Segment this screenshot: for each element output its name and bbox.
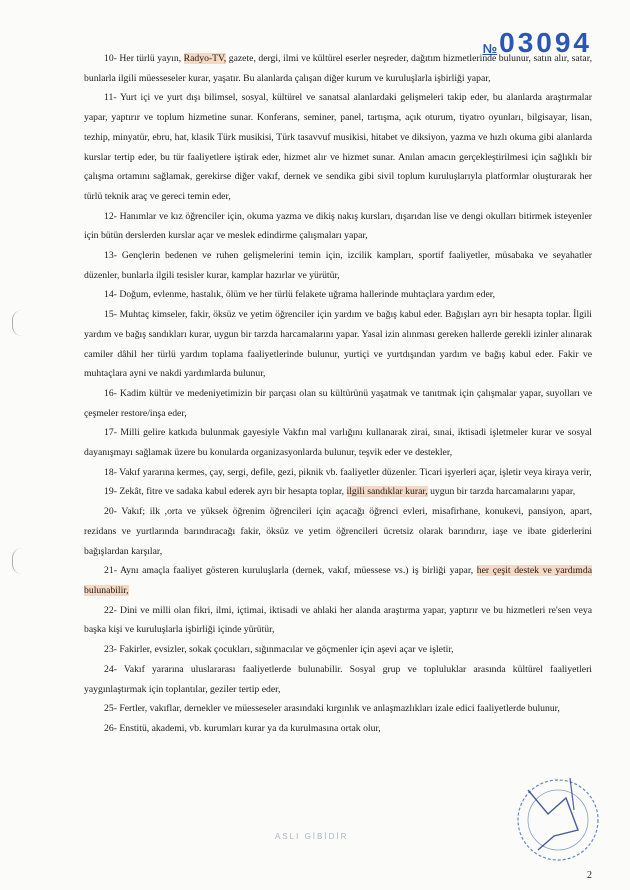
article-item [84,423,592,462]
article-item [84,660,592,699]
article-item [84,640,592,660]
text-segment: 18- Vakıf yararına kermes, çay, sergi, defile, gezi, piknik vb. faaliyetler düzenler. Ticari işyerleri açar, işletir veya kiraya verir, [104,466,592,478]
text-segment: 19- Zekât, fitre ve sadaka kabul ederek ayrı bir hesapta toplar, [104,486,347,498]
article-item [84,561,592,600]
faint-stamp-text: ASLI GİBİDİR [275,832,349,841]
article-item [84,463,592,483]
text-segment: 14- Doğum, evlenme, hastalık, ölüm ve her türlü felakete uğrama hallerinde muhtaçlara yardım eder, [104,289,495,301]
article-item [84,246,592,285]
page-number: 2 [587,870,592,881]
text-segment: 11- Yurt içi ve yurt dışı bilimsel, sosyal, kültürel ve sanatsal alanlardaki gelişmeleri takip eder, bu alanlarda araştırmalar yapar, yaptırır ve toplum hizmetine sunar. Konferans, seminer, panel, tartışma, açık oturum, tiyatro oyunları, bilgisayar, lisan, tezhip, minyatür, ebru, hat, klasik Türk musikisi, Türk tasavvuf musikisi, hitabet ve diksiyon, yazma ve hızlı okuma gibi alanlarda kurslar tertip eder, bu tür faaliyetlere iştirak eder, hizmet alır ve hizmet sunar. Anılan amacın gerçekleştirilmesi için sağlıklı bir çalışma ortamını sağlamak, gerekirse diğer vakıf, dernek ve sendika gibi sivil toplum kuruluşlarıyla platformlar oluşturarak her türlü teknik araç ve gereci temin eder, [84,92,592,202]
binder-hole-mark [12,310,25,336]
article-item [84,601,592,640]
document-body [84,49,592,739]
highlighted-text: ilgili sandıklar kurar, [346,486,428,498]
text-segment: 23- Fakirler, evsizler, sokak çocukları, sığınmacılar ve göçmenler için aşevi açar ve işletir, [104,644,454,656]
highlighted-text: Radyo-TV, [183,53,227,64]
highlighted-text: her çeşit destek ve yardımda bulunabilir, [84,565,592,596]
official-stamp-graphic [508,770,604,866]
text-segment: 13- Gençlerin bedenen ve ruhen gelişmelerini temin için, izcilik kampları, sportif faaliyetler, müsabaka ve seyahatler düzenler, bunlarla ilgili tesisler kurar, kamplar hazırlar ve yürütür, [84,250,592,281]
binder-hole-mark [12,548,25,574]
text-segment: 24- Vakıf yararına uluslararası faaliyetlerde bulunabilir. Sosyal grup ve topluluklar arasında kültürel faaliyetleri yaygınlaştırmak için toplantılar, geziler tertip eder, [84,663,592,695]
text-segment: 17- Milli gelire katkıda bulunmak gayesiyle Vakfın mal varlığını kullanarak zirai, sınai, iktisadi işletmeler kurar ve sosyal dayanışmayı sağlamak üzere bu konularda organizasyonlarda bulunur, teşvik eder ve destekler, [84,427,592,459]
article-item [84,384,592,423]
article-item [84,207,592,246]
article-item [84,305,592,384]
text-segment: 26- Enstitü, akademi, vb. kurumları kurar ya da kurulmasına ortak olur, [104,722,381,734]
text-segment: 15- Muhtaç kimseler, fakir, öksüz ve yetim öğrenciler için yardım ve bağış kabul eder. Bağışları ayrı bir hesapta toplar. İlgili yardım ve bağış sandıkları kurar, uygun bir tarzda harcamalarını yapar. Yasal izin alınması gereken hallerde gerekli izinler alınarak camiler dâhil her türlü yardım toplama faaliyetlerinde bulunur, yurtiçi ve yurtdışından yardım ve bağış kabul eder. Fakir ve muhtaçlara ayni ve nakdi yardımlarda bulunur, [84,309,592,380]
article-item [84,285,592,305]
text-segment: 21- Aynı amaçla faaliyet gösteren kuruluşlarla (dernek, vakıf, müessese vs.) iş birliği yapar, [104,565,477,577]
text-segment: 10- Her türlü yayın, [104,53,184,64]
article-item [84,502,592,561]
text-segment: 22- Dini ve milli olan fikri, ilmi, içtimai, iktisadi ve ahlaki her alanda araştırma yapar, yaptırır ve bu hizmetleri re'sen veya başka kişi ve kuruluşlarla işbirliği içinde yürütür, [84,604,592,636]
article-item [84,88,592,206]
text-segment: 16- Kadim kültür ve medeniyetimizin bir parçası olan su kültürünü yaşatmak ve tanıtmak için çalışmalar yapar, suyolları ve çeşmeler restore/inşa eder, [84,387,592,419]
text-segment: uygun bir tarzda harcamalarını yapar, [427,486,576,498]
article-item [84,699,592,719]
text-segment: 12- Hanımlar ve kız öğrenciler için, okuma yazma ve dikiş nakış kursları, dışarıdan lise ve dengi okulları bitirmek isteyenler için bütün derslerden kurslar açar ve meslek edindirme çalışmaları yapar, [84,210,592,242]
article-item [84,719,592,739]
article-item [84,482,592,502]
text-segment: 25- Fertler, vakıflar, dernekler ve müesseseler arasındaki kırgınlık ve anlaşmazlıkları izale edici faaliyetlerde bulunur, [104,703,560,715]
serial-digits: 03094 [499,27,592,58]
serial-prefix: № [482,41,498,56]
text-segment: 20- Vakıf; ilk ,orta ve yüksek öğrenim öğrencileri için açacağı öğrenci evleri, misafirhane, konukevi, pansiyon, apart, rezidans ve yurtlarında barındıracağı fakir, öksüz ve yetim öğrencileri ücretsiz olarak barındırır, iaşe ve ibate giderlerini bağışlardan karşılar, [84,506,592,557]
article-item [84,49,592,88]
text-segment: gazete, dergi, ilmi ve kültürel eserler neşreder, dağıtım hizmetlerinde bulunur, satın alır, satar, bunlarla ilgili müesseseler kurar, yaşatır. Bu alanlarda çalışan diğer kurum ve kuruluşlarla işbirliği yapar, [84,53,592,84]
